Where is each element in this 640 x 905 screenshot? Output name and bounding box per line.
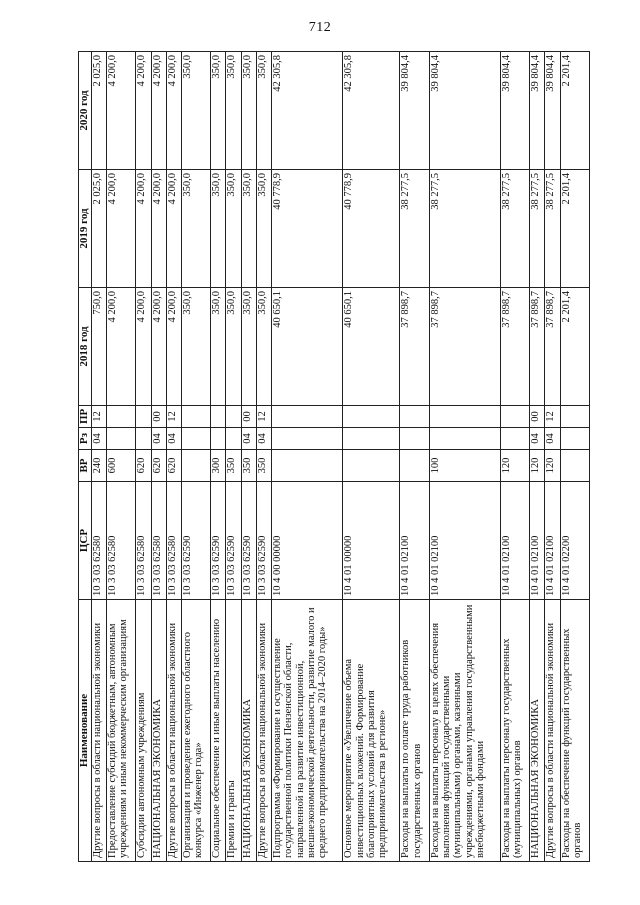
- cell-pr: [211, 406, 226, 428]
- table-row: [107, 52, 136, 862]
- cell-csr: 10 4 01 00000: [343, 482, 400, 600]
- cell-2019: 40 778,9: [272, 170, 343, 288]
- cell-name: НАЦИОНАЛЬНАЯ ЭКОНОМИКА: [530, 600, 545, 862]
- cell-vr: 240: [91, 450, 106, 482]
- cell-csr: 10 3 03 62580: [166, 482, 181, 600]
- table-row: [545, 52, 560, 862]
- cell-2018: 37 898,7: [400, 288, 429, 406]
- cell-rz: [211, 428, 226, 450]
- cell-name: Субсидии автономным учреждениям: [136, 600, 151, 862]
- cell-csr: 10 4 01 02100: [400, 482, 429, 600]
- cell-vr: 100: [429, 450, 500, 482]
- cell-rz: [429, 428, 500, 450]
- cell-name: Организация и проведение ежегодного областного конкурса «Инженер года»: [181, 600, 210, 862]
- header-row: [79, 52, 92, 862]
- cell-2019: 38 277,5: [530, 170, 545, 288]
- cell-rz: 04: [166, 428, 181, 450]
- table-row: [151, 52, 166, 862]
- cell-2018: 37 898,7: [500, 288, 529, 406]
- cell-2020: 350,0: [226, 52, 241, 170]
- cell-vr: [560, 450, 589, 482]
- cell-2018: 37 898,7: [545, 288, 560, 406]
- cell-rz: [107, 428, 136, 450]
- cell-csr: 10 4 01 02200: [560, 482, 589, 600]
- cell-rz: [560, 428, 589, 450]
- cell-2020: 39 804,4: [429, 52, 500, 170]
- cell-name: Подпрограмма «Формирование и осуществление государственной политики Пензенской области, направленной на развитие инвестиционной, внешнеэкономической деятельности, развитие малого и среднего предпринимательства на 2014–2020 годы»: [272, 600, 343, 862]
- cell-2019: 4 200,0: [151, 170, 166, 288]
- cell-2018: 2 201,4: [560, 288, 589, 406]
- table-row: [530, 52, 545, 862]
- cell-2020: 350,0: [211, 52, 226, 170]
- cell-pr: [560, 406, 589, 428]
- cell-pr: [107, 406, 136, 428]
- cell-name: Другие вопросы в области национальной экономики: [545, 600, 560, 862]
- header-pr: ПР: [79, 406, 92, 428]
- header-2020: 2020 год: [79, 52, 92, 170]
- cell-name: Другие вопросы в области национальной экономики: [166, 600, 181, 862]
- cell-name: НАЦИОНАЛЬНАЯ ЭКОНОМИКА: [151, 600, 166, 862]
- table-row: [211, 52, 226, 862]
- cell-2020: 39 804,4: [530, 52, 545, 170]
- cell-rz: 04: [530, 428, 545, 450]
- table-row: [343, 52, 400, 862]
- cell-2020: 4 200,0: [151, 52, 166, 170]
- cell-vr: 600: [107, 450, 136, 482]
- cell-csr: 10 3 03 62580: [91, 482, 106, 600]
- table-row: [166, 52, 181, 862]
- header-2018: 2018 год: [79, 288, 92, 406]
- cell-vr: 120: [500, 450, 529, 482]
- cell-2019: 350,0: [211, 170, 226, 288]
- cell-2018: 350,0: [241, 288, 256, 406]
- header-csr: ЦСР: [79, 482, 92, 600]
- cell-rz: [343, 428, 400, 450]
- cell-vr: [400, 450, 429, 482]
- cell-csr: 10 4 01 02100: [429, 482, 500, 600]
- table-row: [91, 52, 106, 862]
- cell-pr: [343, 406, 400, 428]
- table-row: [272, 52, 343, 862]
- cell-2020: 350,0: [256, 52, 271, 170]
- cell-2020: 4 200,0: [136, 52, 151, 170]
- budget-table: [78, 51, 590, 862]
- cell-rz: [226, 428, 241, 450]
- cell-vr: 300: [211, 450, 226, 482]
- cell-2018: 40 650,1: [343, 288, 400, 406]
- cell-rz: 04: [545, 428, 560, 450]
- cell-2019: 350,0: [256, 170, 271, 288]
- cell-vr: 620: [151, 450, 166, 482]
- table-row: [226, 52, 241, 862]
- cell-csr: 10 3 03 62580: [151, 482, 166, 600]
- cell-pr: 12: [256, 406, 271, 428]
- cell-2020: 39 804,4: [400, 52, 429, 170]
- cell-2018: 37 898,7: [530, 288, 545, 406]
- cell-vr: 620: [166, 450, 181, 482]
- rotated-table-wrapper: [78, 52, 590, 862]
- cell-2020: 4 200,0: [107, 52, 136, 170]
- cell-pr: [272, 406, 343, 428]
- cell-pr: 00: [530, 406, 545, 428]
- cell-pr: 12: [91, 406, 106, 428]
- cell-2018: 40 650,1: [272, 288, 343, 406]
- cell-name: Премии и гранты: [226, 600, 241, 862]
- cell-rz: 04: [151, 428, 166, 450]
- cell-pr: [226, 406, 241, 428]
- header-name: Наименование: [79, 600, 92, 862]
- cell-pr: [500, 406, 529, 428]
- cell-name: НАЦИОНАЛЬНАЯ ЭКОНОМИКА: [241, 600, 256, 862]
- table-header: [79, 52, 92, 862]
- cell-rz: [400, 428, 429, 450]
- cell-vr: 350: [256, 450, 271, 482]
- cell-2018: 350,0: [256, 288, 271, 406]
- header-2019: 2019 год: [79, 170, 92, 288]
- cell-pr: 12: [545, 406, 560, 428]
- cell-2018: 37 898,7: [429, 288, 500, 406]
- cell-2020: 4 200,0: [166, 52, 181, 170]
- table-row: [400, 52, 429, 862]
- cell-2020: 350,0: [241, 52, 256, 170]
- cell-2019: 4 200,0: [166, 170, 181, 288]
- cell-name: Расходы на выплаты персоналу государственных (муниципальных) органов: [500, 600, 529, 862]
- cell-pr: 12: [166, 406, 181, 428]
- table-row: [429, 52, 500, 862]
- cell-2019: 350,0: [181, 170, 210, 288]
- cell-rz: 04: [256, 428, 271, 450]
- cell-name: Социальное обеспечение и иные выплаты населению: [211, 600, 226, 862]
- header-rz: Рз: [79, 428, 92, 450]
- cell-vr: [272, 450, 343, 482]
- cell-2019: 350,0: [226, 170, 241, 288]
- table-row: [241, 52, 256, 862]
- cell-pr: 00: [151, 406, 166, 428]
- cell-vr: 350: [226, 450, 241, 482]
- table-body: [91, 52, 589, 862]
- cell-csr: 10 3 03 62590: [256, 482, 271, 600]
- table-row: [560, 52, 589, 862]
- cell-vr: 620: [136, 450, 151, 482]
- cell-2020: 42 305,8: [272, 52, 343, 170]
- cell-csr: 10 3 03 62580: [136, 482, 151, 600]
- cell-2020: 39 804,4: [500, 52, 529, 170]
- table-row: [181, 52, 210, 862]
- cell-csr: 10 4 01 02100: [500, 482, 529, 600]
- cell-2019: 38 277,5: [500, 170, 529, 288]
- cell-2020: 2 025,0: [91, 52, 106, 170]
- table-row: [256, 52, 271, 862]
- cell-vr: [343, 450, 400, 482]
- cell-2019: 4 200,0: [107, 170, 136, 288]
- cell-2019: 350,0: [241, 170, 256, 288]
- cell-csr: 10 3 03 62590: [226, 482, 241, 600]
- cell-rz: [136, 428, 151, 450]
- cell-name: Другие вопросы в области национальной экономики: [91, 600, 106, 862]
- cell-csr: 10 3 03 62590: [241, 482, 256, 600]
- cell-pr: [400, 406, 429, 428]
- cell-rz: [500, 428, 529, 450]
- cell-name: Предоставление субсидий бюджетным, автономным учреждениям и иным некоммерческим организациям: [107, 600, 136, 862]
- cell-2018: 4 200,0: [151, 288, 166, 406]
- cell-2018: 4 200,0: [166, 288, 181, 406]
- cell-csr: 10 3 03 62590: [211, 482, 226, 600]
- cell-2020: 2 201,4: [560, 52, 589, 170]
- cell-2020: 350,0: [181, 52, 210, 170]
- cell-csr: 10 4 01 02100: [530, 482, 545, 600]
- cell-rz: [181, 428, 210, 450]
- cell-csr: 10 4 01 02100: [545, 482, 560, 600]
- header-vr: ВР: [79, 450, 92, 482]
- table-row: [500, 52, 529, 862]
- cell-2019: 2 201,4: [560, 170, 589, 288]
- cell-pr: [136, 406, 151, 428]
- cell-2018: 750,0: [91, 288, 106, 406]
- cell-2018: 350,0: [181, 288, 210, 406]
- cell-2019: 4 200,0: [136, 170, 151, 288]
- cell-2018: 350,0: [211, 288, 226, 406]
- cell-2018: 350,0: [226, 288, 241, 406]
- cell-2018: 4 200,0: [136, 288, 151, 406]
- cell-pr: 00: [241, 406, 256, 428]
- cell-pr: [429, 406, 500, 428]
- cell-2019: 38 277,5: [545, 170, 560, 288]
- cell-name: Расходы на выплаты по оплате труда работников государственных органов: [400, 600, 429, 862]
- cell-name: Расходы на выплаты персоналу в целях обеспечения выполнения функций государственными (муниципальными) органами, казенными учреждениями, органами управления государственными внебюджетными фондами: [429, 600, 500, 862]
- cell-vr: 350: [241, 450, 256, 482]
- cell-pr: [181, 406, 210, 428]
- cell-csr: 10 3 03 62580: [107, 482, 136, 600]
- cell-rz: 04: [241, 428, 256, 450]
- cell-2020: 42 305,8: [343, 52, 400, 170]
- cell-csr: 10 4 00 00000: [272, 482, 343, 600]
- cell-rz: [272, 428, 343, 450]
- cell-vr: 120: [530, 450, 545, 482]
- cell-name: Другие вопросы в области национальной экономики: [256, 600, 271, 862]
- cell-2019: 2 025,0: [91, 170, 106, 288]
- page-number: 712: [308, 20, 332, 35]
- table-row: [136, 52, 151, 862]
- cell-csr: 10 3 03 62590: [181, 482, 210, 600]
- cell-2019: 38 277,5: [400, 170, 429, 288]
- cell-2019: 40 778,9: [343, 170, 400, 288]
- cell-vr: [181, 450, 210, 482]
- cell-2018: 4 200,0: [107, 288, 136, 406]
- cell-2019: 38 277,5: [429, 170, 500, 288]
- cell-name: Расходы на обеспечение функций государственных органов: [560, 600, 589, 862]
- cell-rz: 04: [91, 428, 106, 450]
- cell-name: Основное мероприятие «Увеличение объема инвестиционных вложений. Формирование благоприятных условий для развития предпринимательства в регионе»: [343, 600, 400, 862]
- cell-vr: 120: [545, 450, 560, 482]
- cell-2020: 39 804,4: [545, 52, 560, 170]
